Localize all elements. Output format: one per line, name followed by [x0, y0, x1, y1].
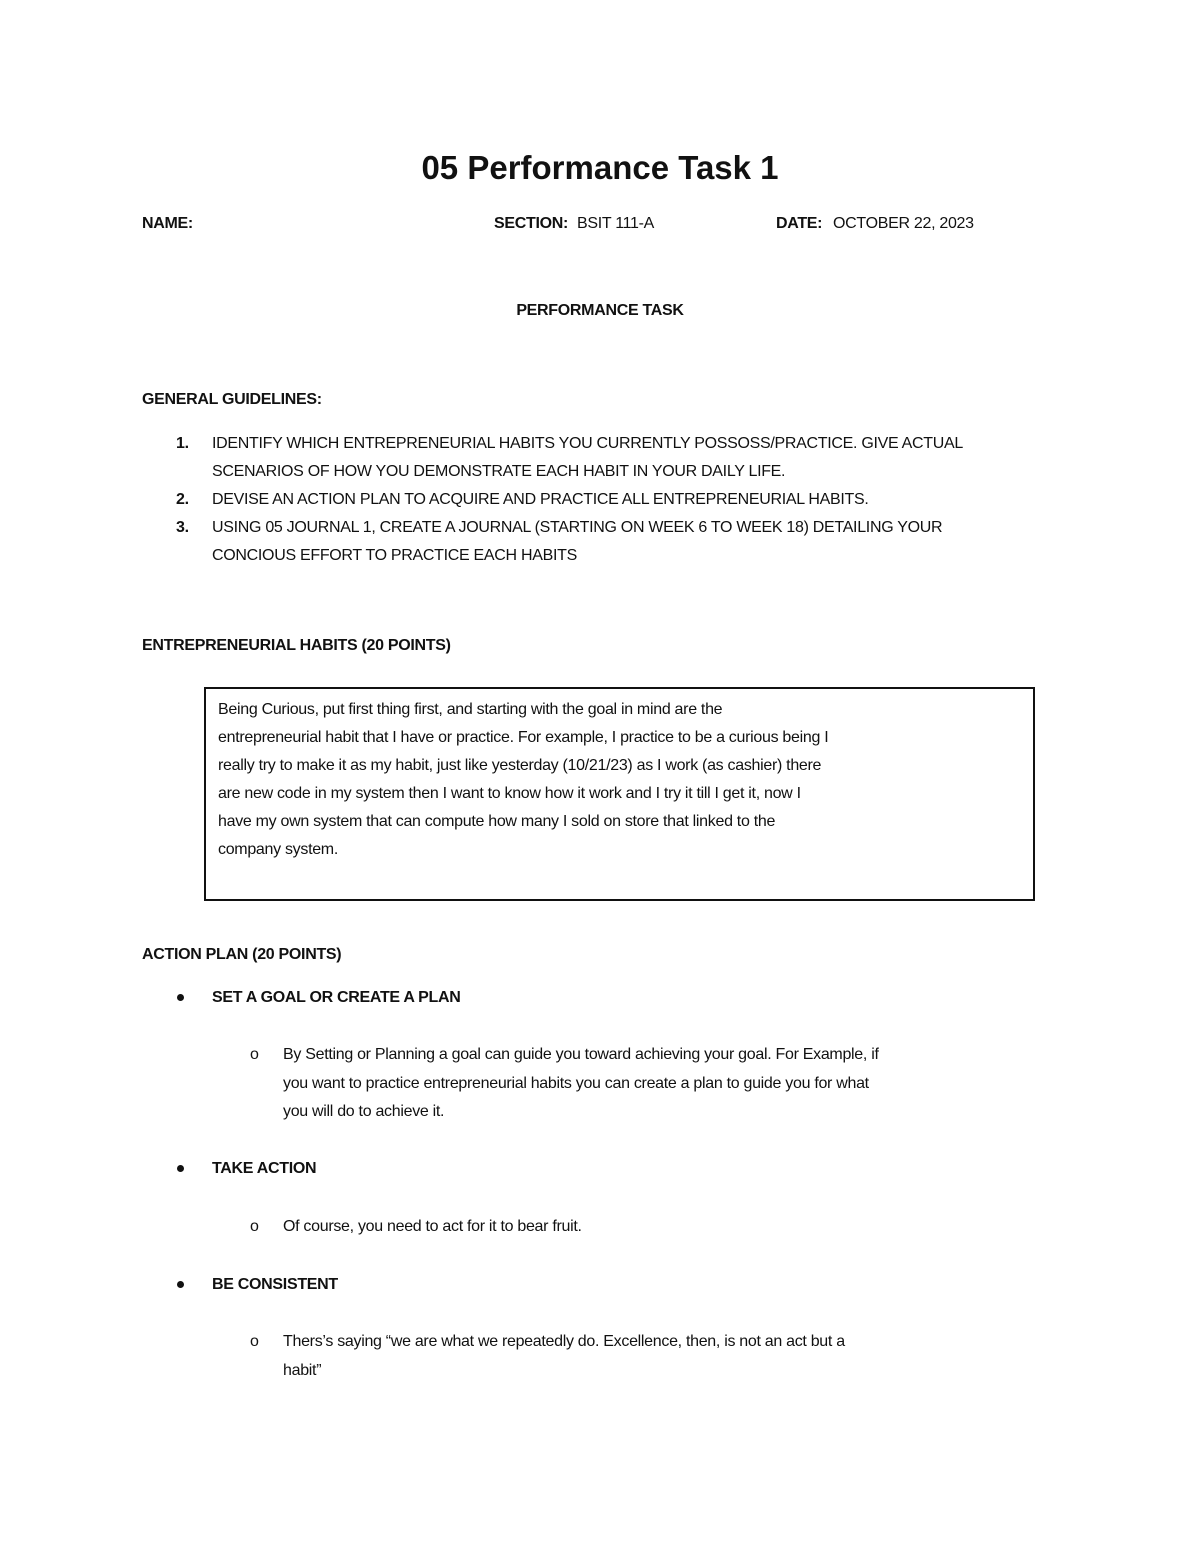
answer-line: really try to make it as my habit, just like yesterday (10/21/23) as I work (as cashier) there	[218, 757, 822, 774]
section-value: BSIT 111-A	[577, 215, 655, 232]
list-number: 1.	[176, 435, 189, 452]
answer-line: entrepreneurial habit that I have or practice. For example, I practice to be a curious being I	[218, 729, 829, 746]
sub-bullet-icon: o	[250, 1046, 259, 1063]
list-number: 2.	[176, 491, 189, 508]
document-title: 05 Performance Task 1	[421, 149, 779, 186]
action-item-line: By Setting or Planning a goal can guide you toward achieving your goal. For Example, if	[283, 1046, 879, 1063]
habits-heading: ENTREPRENEURIAL HABITS (20 POINTS)	[142, 637, 451, 654]
bullet-icon	[177, 1165, 184, 1172]
list-item-line: CONCIOUS EFFORT TO PRACTICE EACH HABITS	[212, 547, 577, 564]
section-label: SECTION:	[494, 215, 569, 232]
action-plan-heading: ACTION PLAN (20 POINTS)	[142, 946, 342, 963]
date-value: OCTOBER 22, 2023	[833, 215, 974, 232]
action-item-line: Of course, you need to act for it to bear fruit.	[283, 1218, 582, 1235]
action-item-line: Thers’s saying “we are what we repeatedly do. Excellence, then, is not an act but a	[283, 1333, 845, 1350]
action-item-line: habit”	[283, 1362, 322, 1379]
list-number: 3.	[176, 519, 189, 536]
bullet-icon	[177, 994, 184, 1001]
list-item-line: SCENARIOS OF HOW YOU DEMONSTRATE EACH HABIT IN YOUR DAILY LIFE.	[212, 463, 786, 480]
sub-bullet-icon: o	[250, 1333, 259, 1350]
sub-bullet-icon: o	[250, 1218, 259, 1235]
list-item-line: DEVISE AN ACTION PLAN TO ACQUIRE AND PRACTICE ALL ENTREPRENEURIAL HABITS.	[212, 491, 869, 508]
action-item-label: BE CONSISTENT	[212, 1276, 338, 1293]
list-item-line: IDENTIFY WHICH ENTREPRENEURIAL HABITS YOU CURRENTLY POSSOSS/PRACTICE. GIVE ACTUAL	[212, 435, 963, 452]
action-item-label: TAKE ACTION	[212, 1160, 317, 1177]
action-item-line: you want to practice entrepreneurial habits you can create a plan to guide you for what	[283, 1075, 869, 1092]
answer-line: Being Curious, put first thing first, and starting with the goal in mind are the	[218, 701, 723, 718]
answer-line: company system.	[218, 841, 338, 858]
action-item-line: you will do to achieve it.	[283, 1103, 445, 1120]
list-item-line: USING 05 JOURNAL 1, CREATE A JOURNAL (STARTING ON WEEK 6 TO WEEK 18) DETAILING YOUR	[212, 519, 943, 536]
name-label: NAME:	[142, 215, 193, 232]
answer-line: are new code in my system then I want to know how it work and I try it till I get it, now I	[218, 785, 801, 802]
answer-line: have my own system that can compute how many I sold on store that linked to the	[218, 813, 776, 830]
subtitle: PERFORMANCE TASK	[516, 302, 684, 319]
bullet-icon	[177, 1281, 184, 1288]
action-item-label: SET A GOAL OR CREATE A PLAN	[212, 989, 461, 1006]
date-label: DATE:	[776, 215, 823, 232]
guidelines-heading: GENERAL GUIDELINES:	[142, 391, 322, 408]
